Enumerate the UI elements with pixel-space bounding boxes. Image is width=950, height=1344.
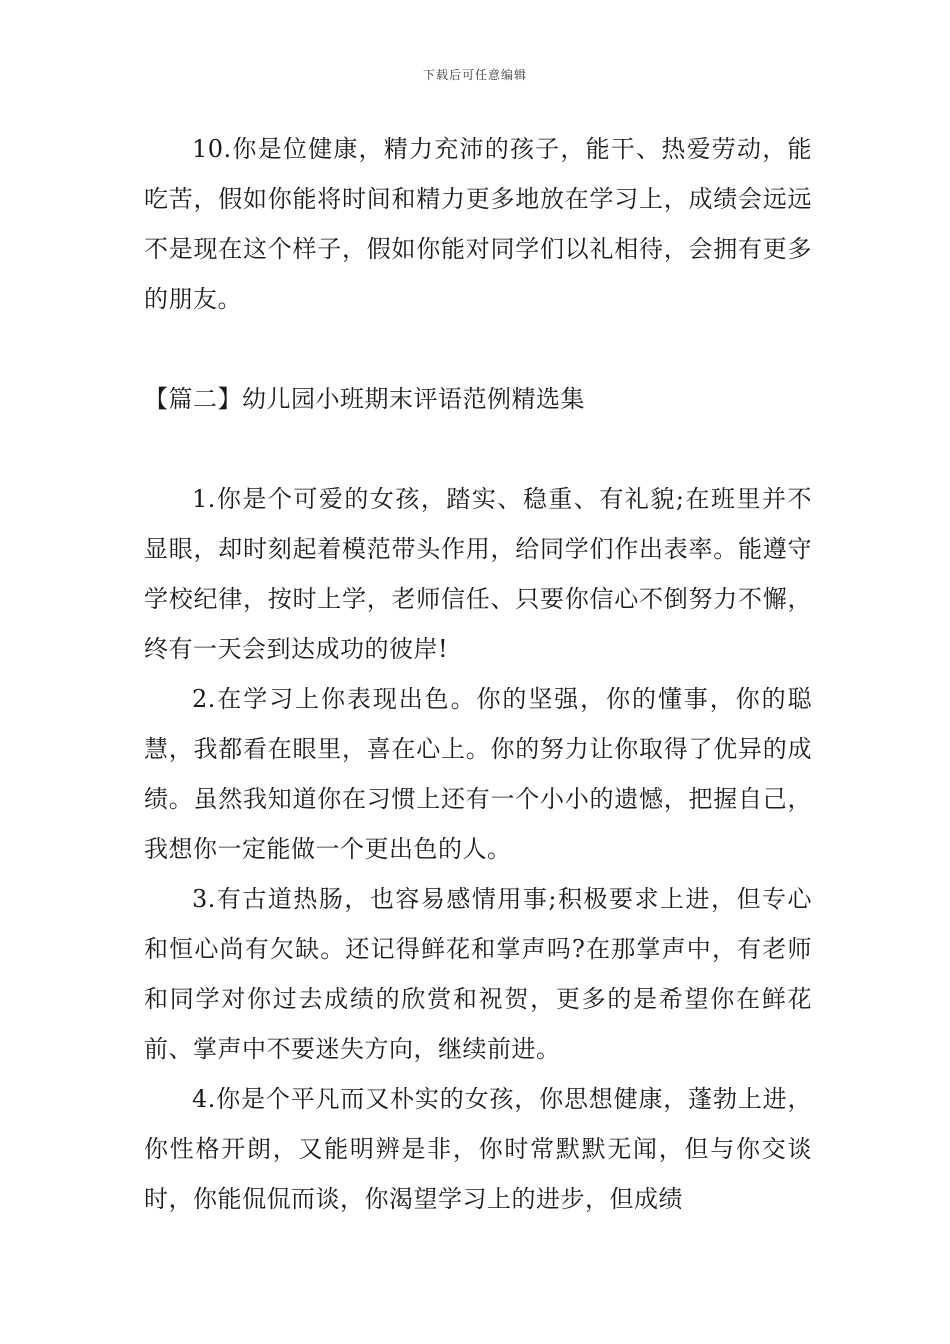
paragraph-3: 3.有古道热肠，也容易感情用事;积极要求上进，但专心和恒心尚有欠缺。还记得鲜花和掌声吗?在那掌声中，有老师和同学对你过去成绩的欣赏和祝贺，更多的是希望你在鲜花前、掌声中不要迷失方向，继续前进。 xyxy=(144,885,812,1063)
paragraph-2: 2.在学习上你表现出色。你的坚强，你的懂事，你的聪慧，我都看在眼里，喜在心上。你的努力让你取得了优异的成绩。虽然我知道你在习惯上还有一个小小的遗憾，把握自己，我想你一定能做一个更出色的人。 xyxy=(144,685,812,863)
paragraph-4: 4.你是个平凡而又朴实的女孩，你思想健康，蓬勃上进，你性格开朗，又能明辨是非，你时常默默无闻，但与你交谈时，你能侃侃而谈，你渴望学习上的进步，但成绩 xyxy=(144,1085,812,1213)
document-body xyxy=(144,124,812,1224)
section-title: 【篇二】幼儿园小班期末评语范例精选集 xyxy=(144,385,585,413)
paragraph-1: 1.你是个可爱的女孩，踏实、稳重、有礼貌;在班里并不显眼，却时刻起着模范带头作用，给同学们作出表率。能遵守学校纪律，按时上学，老师信任、只要你信心不倒努力不懈，终有一天会到达成功的彼岸! xyxy=(144,485,812,663)
page-header-note: 下载后可任意编辑 xyxy=(422,68,527,82)
paragraph-10: 10.你是位健康，精力充沛的孩子，能干、热爱劳动，能吃苦，假如你能将时间和精力更多地放在学习上，成绩会远远不是现在这个样子，假如你能对同学们以礼相待，会拥有更多的朋友。 xyxy=(144,135,812,313)
